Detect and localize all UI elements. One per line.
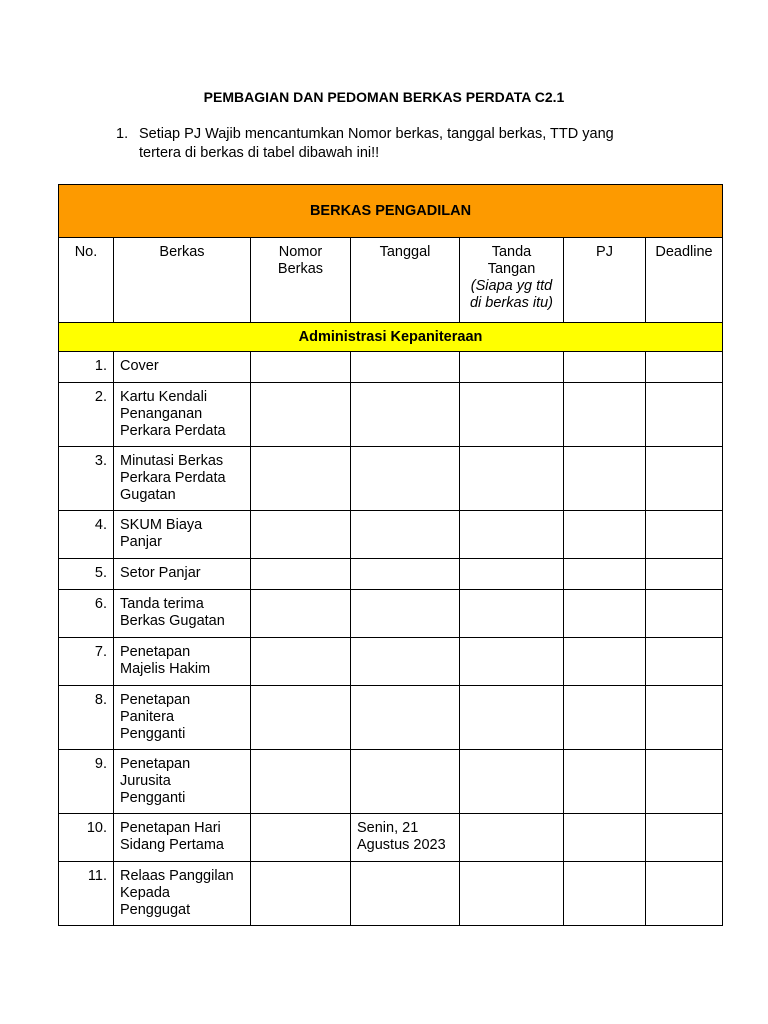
row-nomor-berkas-cell[interactable]: [251, 590, 351, 638]
row-deadline-cell[interactable]: [646, 686, 723, 750]
row-tanggal-cell[interactable]: [351, 511, 460, 559]
row-number: 11.: [59, 862, 114, 926]
row-tanggal-cell[interactable]: [351, 862, 460, 926]
row-number: 1.: [59, 352, 114, 383]
section-title: Administrasi Kepaniteraan: [59, 323, 723, 352]
row-tanggal-cell[interactable]: [351, 750, 460, 814]
header-berkas-label: Berkas: [159, 244, 205, 260]
row-pj-cell[interactable]: [564, 590, 646, 638]
table-row: [59, 447, 723, 511]
row-tanggal-cell[interactable]: [351, 638, 460, 686]
row-tanggal-cell[interactable]: [351, 352, 460, 383]
row-berkas: [114, 511, 251, 559]
table-header-row: [59, 238, 723, 323]
row-berkas-line: Gugatan: [120, 487, 176, 503]
table-row: [59, 383, 723, 447]
row-number: 8.: [59, 686, 114, 750]
row-berkas: [114, 447, 251, 511]
row-berkas-line: Majelis Hakim: [120, 661, 211, 677]
row-deadline-cell[interactable]: [646, 352, 723, 383]
row-pj-cell[interactable]: [564, 383, 646, 447]
row-tanggal-line: Senin, 21: [357, 820, 419, 836]
row-tanggal-cell[interactable]: [351, 590, 460, 638]
header-tanggal-label: Tanggal: [379, 244, 431, 260]
instruction-item: [116, 125, 676, 163]
row-deadline-cell[interactable]: [646, 559, 723, 590]
row-berkas-line: Perkara Perdata: [120, 470, 226, 486]
row-number: 7.: [59, 638, 114, 686]
row-tanda-cell[interactable]: [460, 638, 564, 686]
row-berkas-line: Perkara Perdata: [120, 423, 226, 439]
row-deadline-cell[interactable]: [646, 511, 723, 559]
row-tanda-cell[interactable]: [460, 447, 564, 511]
row-berkas-line: Kepada: [120, 885, 170, 901]
row-tanda-cell[interactable]: [460, 511, 564, 559]
header-no: [59, 238, 114, 323]
row-tanda-cell[interactable]: [460, 590, 564, 638]
row-pj-cell[interactable]: [564, 686, 646, 750]
header-tanda-tangan: [460, 238, 564, 323]
row-number: 3.: [59, 447, 114, 511]
row-pj-cell[interactable]: [564, 559, 646, 590]
row-deadline-cell[interactable]: [646, 590, 723, 638]
row-number: 10.: [59, 814, 114, 862]
row-tanda-cell[interactable]: [460, 352, 564, 383]
header-nomor-line-2: Berkas: [277, 261, 324, 277]
row-berkas: [114, 814, 251, 862]
table-row: [59, 750, 723, 814]
table-banner-row: [59, 185, 723, 238]
row-tanda-cell[interactable]: [460, 814, 564, 862]
header-tanda-note-1: (Siapa yg ttd: [470, 278, 553, 294]
row-berkas-line: Relaas Panggilan: [120, 868, 234, 884]
table-row: [59, 814, 723, 862]
table-row: [59, 559, 723, 590]
table-row: [59, 352, 723, 383]
row-tanggal-cell[interactable]: [351, 383, 460, 447]
row-tanda-cell[interactable]: [460, 383, 564, 447]
row-berkas: [114, 750, 251, 814]
row-nomor-berkas-cell[interactable]: [251, 447, 351, 511]
header-nomor-line-1: Nomor: [278, 244, 323, 260]
row-deadline-cell[interactable]: [646, 750, 723, 814]
row-tanda-cell[interactable]: [460, 862, 564, 926]
header-pj: [564, 238, 646, 323]
table-row: [59, 862, 723, 926]
row-berkas-line: Cover: [120, 358, 159, 374]
row-berkas: [114, 862, 251, 926]
table-row: [59, 638, 723, 686]
row-deadline-cell[interactable]: [646, 383, 723, 447]
row-pj-cell[interactable]: [564, 638, 646, 686]
row-deadline-cell[interactable]: [646, 638, 723, 686]
table-row: [59, 686, 723, 750]
instruction-line-2: tertera di berkas di tabel dibawah ini!!: [139, 145, 380, 161]
row-berkas-line: Panjar: [120, 534, 162, 550]
header-tanda-line-1: Tanda: [491, 244, 532, 260]
row-berkas-line: Minutasi Berkas: [120, 453, 224, 469]
row-berkas-line: Penetapan: [120, 756, 191, 772]
section-row: [59, 323, 723, 352]
row-tanggal-cell[interactable]: [351, 686, 460, 750]
row-berkas: [114, 686, 251, 750]
row-pj-cell[interactable]: [564, 862, 646, 926]
instruction-line-1: Setiap PJ Wajib mencantumkan Nomor berkas, tanggal berkas, TTD yang: [139, 126, 614, 142]
row-berkas-line: Penggugat: [120, 902, 191, 918]
row-berkas-line: Tanda terima: [120, 596, 204, 612]
row-number: 4.: [59, 511, 114, 559]
row-nomor-berkas-cell[interactable]: [251, 686, 351, 750]
row-berkas-line: Sidang Pertama: [120, 837, 224, 853]
row-berkas: [114, 590, 251, 638]
row-number: 5.: [59, 559, 114, 590]
row-number: 9.: [59, 750, 114, 814]
row-berkas-line: Pengganti: [120, 726, 186, 742]
header-deadline-label: Deadline: [655, 244, 713, 260]
header-deadline: [646, 238, 723, 323]
row-deadline-cell[interactable]: [646, 862, 723, 926]
row-nomor-berkas-cell[interactable]: [251, 352, 351, 383]
header-pj-label: PJ: [596, 244, 613, 260]
row-nomor-berkas-cell[interactable]: [251, 511, 351, 559]
row-deadline-cell[interactable]: [646, 447, 723, 511]
row-nomor-berkas-cell[interactable]: [251, 814, 351, 862]
row-number: 2.: [59, 383, 114, 447]
row-berkas-line: Setor Panjar: [120, 565, 201, 581]
row-berkas: [114, 638, 251, 686]
row-berkas-line: Penetapan: [120, 644, 191, 660]
row-pj-cell[interactable]: [564, 447, 646, 511]
row-tanda-cell[interactable]: [460, 686, 564, 750]
row-tanggal-cell[interactable]: [351, 447, 460, 511]
document-title: PEMBAGIAN DAN PEDOMAN BERKAS PERDATA C2.1: [203, 89, 565, 105]
row-berkas-line: Panitera: [120, 709, 175, 725]
header-tanda-note-2: di berkas itu): [469, 295, 553, 311]
row-berkas-line: Penetapan: [120, 692, 191, 708]
row-berkas-line: Kartu Kendali: [120, 389, 208, 405]
header-berkas: [114, 238, 251, 323]
row-tanggal-line: Agustus 2023: [357, 837, 446, 853]
row-pj-cell[interactable]: [564, 352, 646, 383]
row-berkas-line: Berkas Gugatan: [120, 613, 225, 629]
row-pj-cell[interactable]: [564, 511, 646, 559]
row-pj-cell[interactable]: [564, 750, 646, 814]
row-berkas-line: Jurusita: [120, 773, 171, 789]
header-no-label: No.: [74, 244, 98, 260]
table-banner: BERKAS PENGADILAN: [59, 185, 723, 238]
row-pj-cell[interactable]: [564, 814, 646, 862]
row-nomor-berkas-cell[interactable]: [251, 559, 351, 590]
instruction-number: 1.: [116, 126, 129, 142]
row-berkas: [114, 352, 251, 383]
header-tanggal: [351, 238, 460, 323]
row-berkas: [114, 559, 251, 590]
header-tanda-line-2: Tangan: [487, 261, 536, 277]
row-tanda-cell[interactable]: [460, 750, 564, 814]
row-deadline-cell[interactable]: [646, 814, 723, 862]
row-berkas-line: Pengganti: [120, 790, 186, 806]
berkas-table: [58, 184, 723, 926]
row-berkas-line: Penetapan Hari: [120, 820, 221, 836]
row-nomor-berkas-cell[interactable]: [251, 638, 351, 686]
row-berkas-line: SKUM Biaya: [120, 517, 203, 533]
row-tanggal-cell[interactable]: [351, 559, 460, 590]
row-berkas-line: Penanganan: [120, 406, 203, 422]
row-nomor-berkas-cell[interactable]: [251, 383, 351, 447]
row-number: 6.: [59, 590, 114, 638]
table-row: [59, 511, 723, 559]
table-row: [59, 590, 723, 638]
row-tanda-cell[interactable]: [460, 559, 564, 590]
header-nomor-berkas: [251, 238, 351, 323]
row-berkas: [114, 383, 251, 447]
row-tanggal-cell[interactable]: [351, 814, 460, 862]
row-nomor-berkas-cell[interactable]: [251, 750, 351, 814]
row-nomor-berkas-cell[interactable]: [251, 862, 351, 926]
